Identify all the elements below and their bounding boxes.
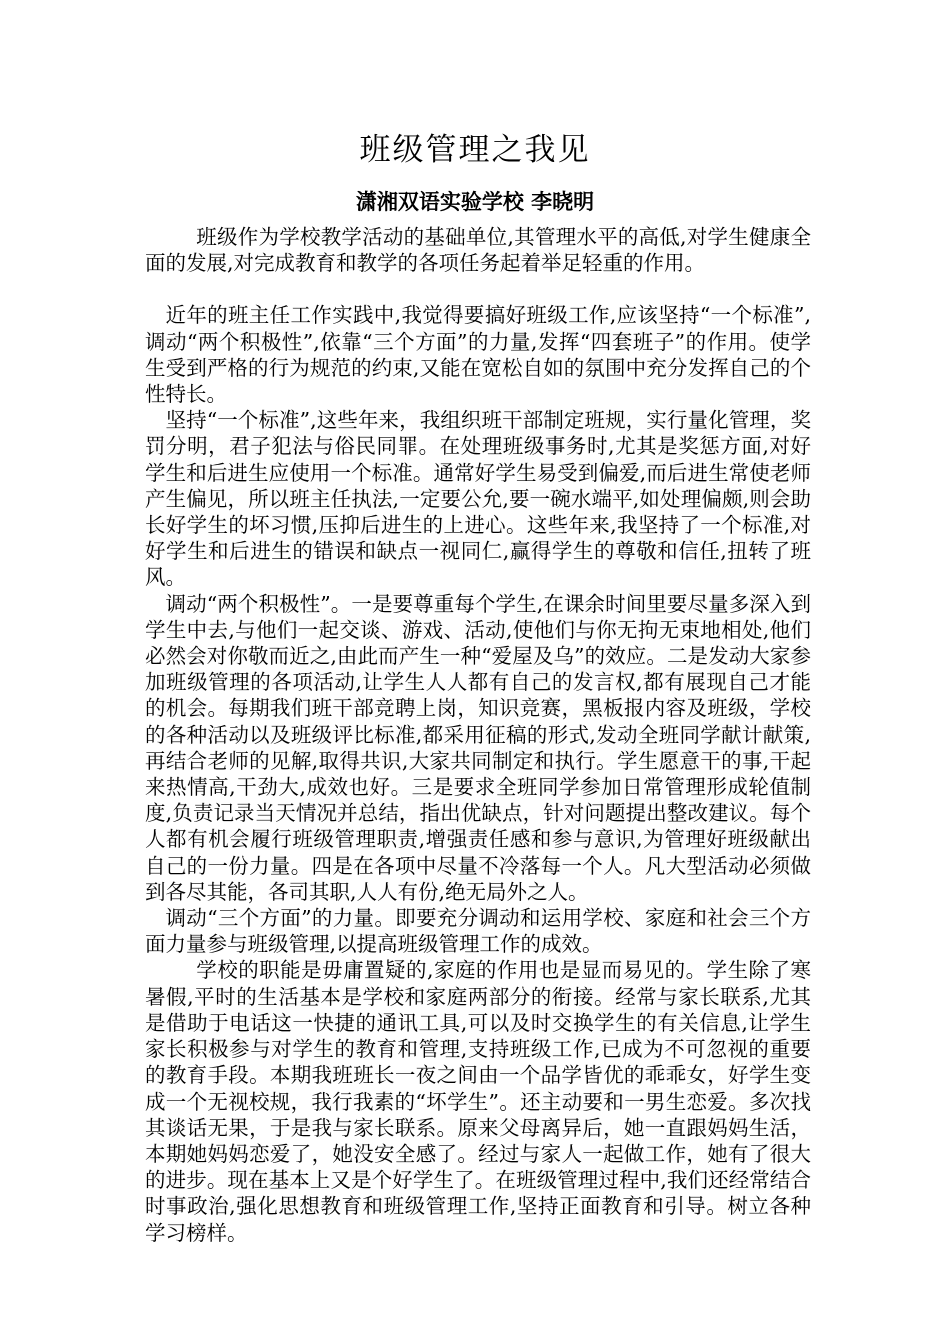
paragraph-gap xyxy=(145,276,811,302)
author-line: 潇湘双语实验学校 李晓明 xyxy=(355,190,595,214)
paragraph-one-standard: 坚持“一个标准”,这些年来，我组织班干部制定班规，实行量化管理，奖罚分明，君子犯法与俗民同罪。在处理班级事务时,尤其是奖惩方面,对好学生和后进生应使用一个标准。通常好学生易受到偏爱,而后进生常使老师产生偏见，所以班主任执法,一定要公允,要一碗水端平,如处理偏颇,则会助长好学生的坏习惯,压抑后进生的上进心。这些年来,我坚持了一个标准,对好学生和后进生的错误和缺点一视同仁,赢得学生的尊敬和信任,扭转了班风。 xyxy=(145,408,811,590)
paragraph-three-aspects: 调动“三个方面”的力量。即要充分调动和运用学校、家庭和社会三个方面力量参与班级管理,以提高班级管理工作的成效。 xyxy=(145,906,811,957)
paragraph-two-initiatives: 调动“两个积极性”。一是要尊重每个学生,在课余时间里要尽量多深入到学生中去,与他们一起交谈、游戏、活动,使他们与你无拘无束地相处,他们必然会对你敬而近之,由此而产生一种“爱屋及乌”的效应。二是发动大家参加班级管理的各项活动,让学生人人都有自己的发言权,都有展现自己才能的机会。每期我们班干部竞聘上岗，知识竞赛，黑板报内容及班级，学校的各种活动以及班级评比标准,都采用征稿的形式,发动全班同学献计献策,再结合老师的见解,取得共识,大家共同制定和执行。学生愿意干的事,干起来热情高,干劲大,成效也好。三是要求全班同学参加日常管理形成轮值制度,负责记录当天情况并总结，指出优缺点，针对问题提出整改建议。每个人都有机会履行班级管理职责,增强责任感和参与意识,为管理好班级献出自己的一份力量。四是在各项中尽量不冷落每一个人。凡大型活动必须做到各尽其能，各司其职,人人有份,绝无局外之人。 xyxy=(145,591,811,904)
document-body xyxy=(145,224,811,1246)
paragraph-overview: 近年的班主任工作实践中,我觉得要搞好班级工作,应该坚持“一个标准”,调动“两个积极性”,依靠“三个方面”的力量,发挥“四套班子”的作用。使学生受到严格的行为规范的约束,又能在宽松自如的氛围中充分发挥自己的个性特长。 xyxy=(145,303,811,407)
document-title: 班级管理之我见 xyxy=(359,132,591,168)
paragraph-intro: 班级作为学校教学活动的基础单位,其管理水平的高低,对学生健康全面的发展,对完成教育和教学的各项任务起着举足轻重的作用。 xyxy=(145,225,811,276)
paragraph-school-family: 学校的职能是毋庸置疑的,家庭的作用也是显而易见的。学生除了寒暑假,平时的生活基本是学校和家庭两部分的衔接。经常与家长联系,尤其是借助于电话这一快捷的通讯工具,可以及时交换学生的有关信息,让学生家长积极参与对学生的教育和管理,支持班级工作,已成为不可忽视的重要的教育手段。本期我班班长一夜之间由一个品学皆优的乖乖女，好学生变成一个无视校规，我行我素的“坏学生”。还主动要和一男生恋爱。多次找其谈话无果，于是我与家长联系。原来父母离异后，她一直跟妈妈生活，本期她妈妈恋爱了，她没安全感了。经过与家人一起做工作，她有了很大的进步。现在基本上又是个好学生了。在班级管理过程中,我们还经常结合时事政治,强化思想教育和班级管理工作,坚持正面教育和引导。树立各种学习榜样。 xyxy=(145,958,811,1245)
